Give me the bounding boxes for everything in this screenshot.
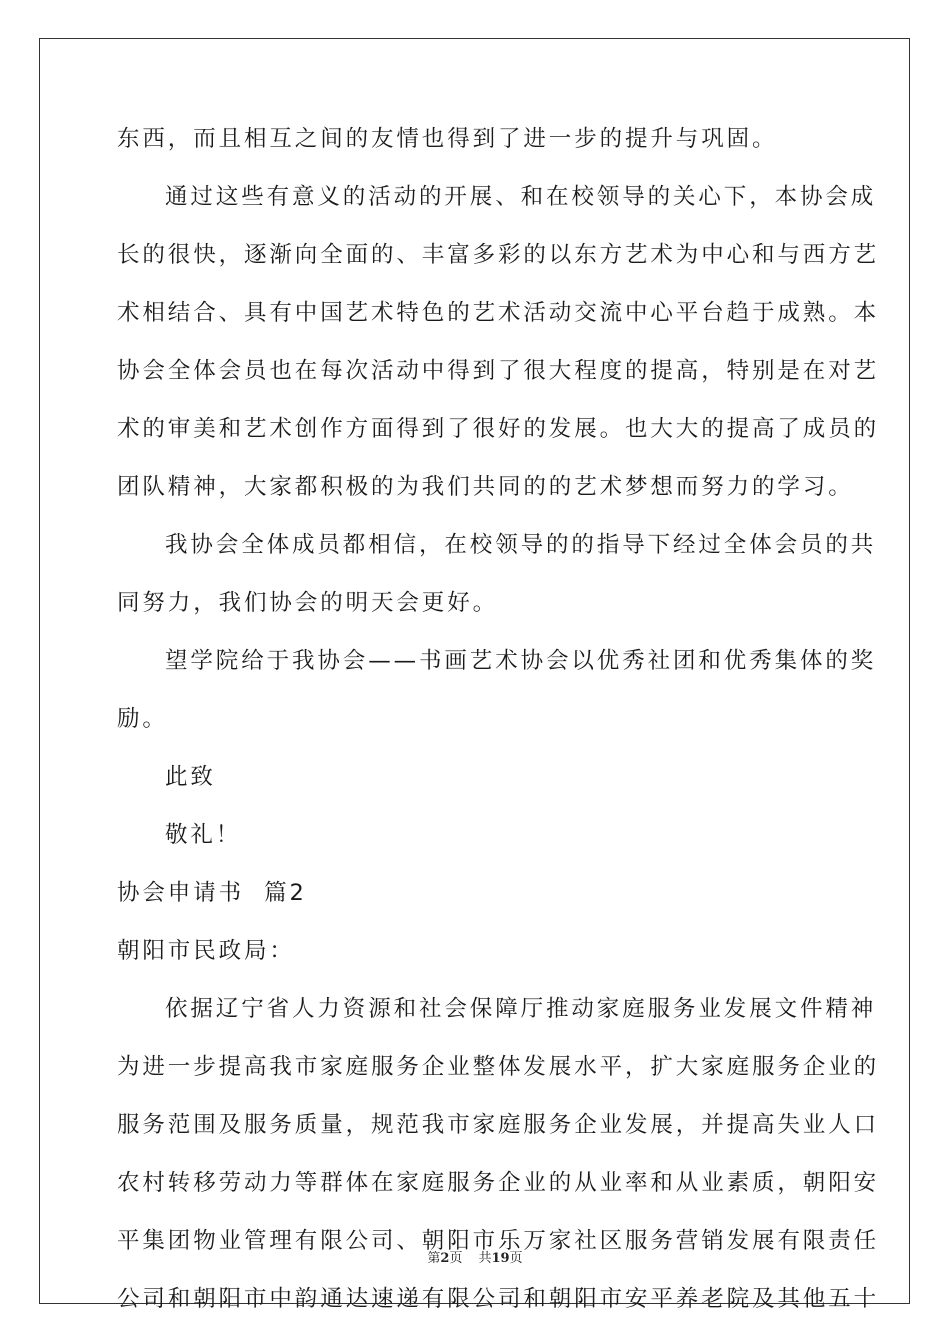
page-suffix: 页 (449, 1251, 463, 1266)
text-line: 公司和朝阳市中韵通达速递有限公司和朝阳市安平养老院及其他五十 (117, 1286, 880, 1312)
text-line: 术的审美和艺术创作方面得到了很好的发展。也大大的提高了成员的 (117, 416, 880, 442)
closing-salutation: 此致 (165, 764, 216, 790)
text-line: 望学院给于我协会——书画艺术协会以优秀社团和优秀集体的奖 (165, 648, 877, 674)
text-line: 平集团物业管理有限公司、朝阳市乐万家社区服务营销发展有限责任 (117, 1228, 880, 1254)
addressee: 朝阳市民政局： (117, 938, 295, 964)
text-line: 东西，而且相互之间的友情也得到了进一步的提升与巩固。 (117, 126, 778, 152)
total-prefix: 共 (478, 1251, 492, 1266)
text-line: 协会全体会员也在每次活动中得到了很大程度的提高，特别是在对艺 (117, 358, 880, 384)
text-line: 依据辽宁省人力资源和社会保障厅推动家庭服务业发展文件精神 (165, 996, 877, 1022)
total-suffix: 页 (509, 1251, 523, 1266)
text-line: 团队精神，大家都积极的为我们共同的的艺术梦想而努力的学习。 (117, 474, 854, 500)
total-pages: 19 (491, 1251, 510, 1266)
text-line: 我协会全体成员都相信，在校领导的的指导下经过全体会员的共 (165, 532, 877, 558)
page-prefix: 第 (427, 1251, 441, 1266)
section-heading: 协会申请书 篇2 (117, 880, 307, 906)
text-line: 通过这些有意义的活动的开展、和在校领导的关心下，本协会成 (165, 184, 877, 210)
text-line: 同努力，我们协会的明天会更好。 (117, 590, 499, 616)
page-number: 2 (440, 1251, 450, 1266)
text-line: 为进一步提高我市家庭服务企业整体发展水平，扩大家庭服务企业的 (117, 1054, 880, 1080)
closing-regards: 敬礼！ (165, 822, 242, 848)
text-line: 励。 (117, 706, 168, 732)
page-footer (0, 1247, 950, 1266)
text-line: 农村转移劳动力等群体在家庭服务企业的从业率和从业素质，朝阳安 (117, 1170, 880, 1196)
text-line: 术相结合、具有中国艺术特色的艺术活动交流中心平台趋于成熟。本 (117, 300, 880, 326)
text-line: 服务范围及服务质量，规范我市家庭服务企业发展，并提高失业人口 (117, 1112, 880, 1138)
text-line: 长的很快，逐渐向全面的、丰富多彩的以东方艺术为中心和与西方艺 (117, 242, 880, 268)
